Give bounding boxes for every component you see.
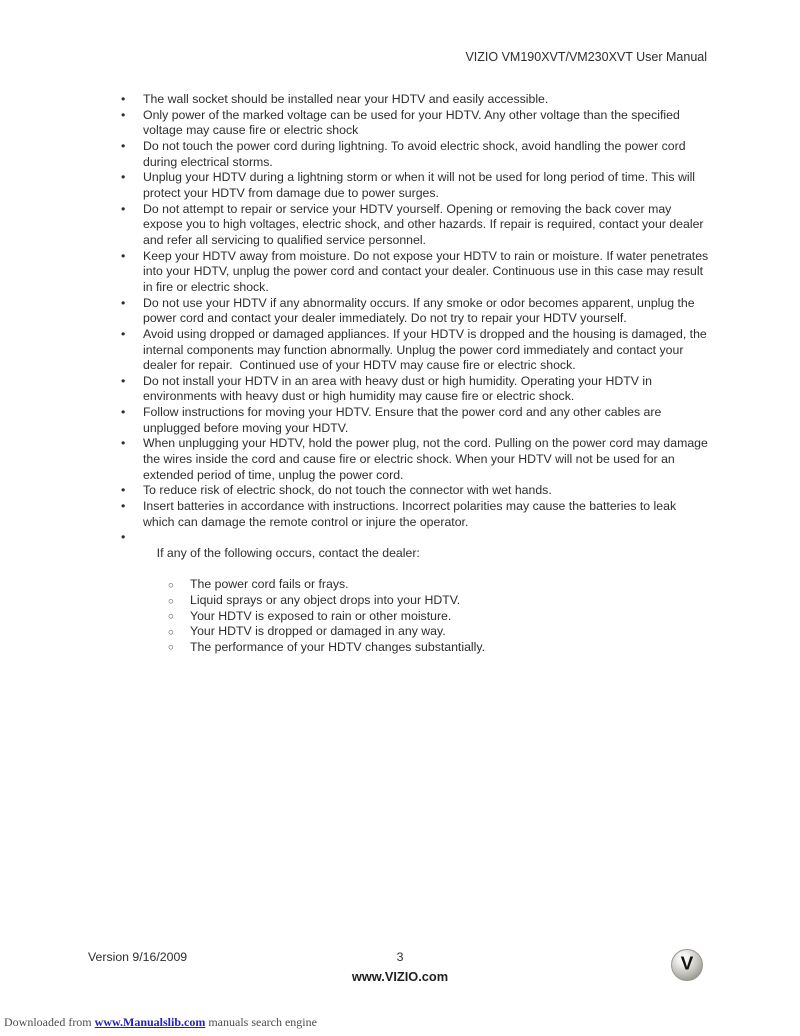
vizio-v-letter: V: [680, 954, 694, 974]
bullet-item-label: If any of the following occurs, contact the dealer:: [156, 546, 420, 561]
manualslib-watermark: [4, 1015, 317, 1030]
bullet-item: • Unplug your HDTV during a lightning storm or when it will not be used for long period of time. This will protect your HDTV from damage due to power surges.: [120, 170, 710, 201]
manualslib-link[interactable]: www.Manualslib.com: [94, 1015, 206, 1029]
bullet-item: • To reduce risk of electric shock, do not touch the connector with wet hands.: [120, 483, 710, 499]
footer-version: Version 9/16/2009: [88, 950, 188, 964]
sub-bullet-item: ○ The performance of your HDTV changes substantially.: [143, 640, 710, 656]
dealer-contact-sublist: [143, 577, 710, 655]
bullet-item: • Do not use your HDTV if any abnormality occurs. If any smoke or odor becomes apparent, unplug the power cord and contact your dealer immediately. Do not try to repair your HDTV yourself.: [120, 296, 710, 327]
safety-bullet-list: [120, 92, 710, 687]
footer-page-number: 3: [396, 950, 404, 964]
bullet-item: • Insert batteries in accordance with instructions. Incorrect polarities may cause the batteries to leak which can damage the remote control or injure the operator.: [120, 499, 710, 530]
sub-bullet-item: ○ Your HDTV is exposed to rain or other moisture.: [143, 609, 710, 625]
bullet-item: • Do not touch the power cord during lightning. To avoid electric shock, avoid handling the power cord during electrical storms.: [120, 139, 710, 170]
sub-bullet-item: ○ Your HDTV is dropped or damaged in any way.: [143, 624, 710, 640]
bullet-item: • Do not attempt to repair or service your HDTV yourself. Opening or removing the back cover may expose you to high voltages, electric shock, and other hazards. If repair is required, contact your dealer and refer all servicing to qualified service personnel.: [120, 202, 710, 249]
bullet-item: • When unplugging your HDTV, hold the power plug, not the cord. Pulling on the power cord may damage the wires inside the cord and cause fire or electric shock. When your HDTV will not be used for an extended period of time, unplug the power cord.: [120, 436, 710, 483]
watermark-suffix: manuals search engine: [205, 1015, 317, 1029]
bullet-item: • Follow instructions for moving your HDTV. Ensure that the power cord and any other cables are unplugged before moving your HDTV.: [120, 405, 710, 436]
vizio-v-logo-icon: [671, 949, 703, 981]
watermark-prefix: Downloaded from: [4, 1015, 95, 1029]
bullet-item: • Do not install your HDTV in an area with heavy dust or high humidity. Operating your HDTV in environments with heavy dust or high humidity may cause fire or electric shock.: [120, 374, 710, 405]
bullet-item: • Keep your HDTV away from moisture. Do not expose your HDTV to rain or moisture. If water penetrates into your HDTV, unplug the power cord and contact your dealer. Continuous use in this case may result in fire or electric shock.: [120, 249, 710, 296]
bullet-item: • Avoid using dropped or damaged appliances. If your HDTV is dropped and the housing is damaged, the internal components may function abnormally. Unplug the power cord immediately and contact your dealer for repair. Continued use of your HDTV may cause fire or electric shock.: [120, 327, 710, 374]
footer-website: www.VIZIO.com: [351, 969, 449, 984]
bullet-item: • Only power of the marked voltage can be used for your HDTV. Any other voltage than the specified voltage may cause fire or electric shock: [120, 108, 710, 139]
bullet-item: • The wall socket should be installed near your HDTV and easily accessible.: [120, 92, 710, 108]
sub-bullet-item: ○ The power cord fails or frays.: [143, 577, 710, 593]
sub-bullet-item: ○ Liquid sprays or any object drops into your HDTV.: [143, 593, 710, 609]
bullet-item-with-sublist: [120, 530, 710, 687]
page-title: VIZIO VM190XVT/VM230XVT User Manual: [465, 50, 707, 64]
